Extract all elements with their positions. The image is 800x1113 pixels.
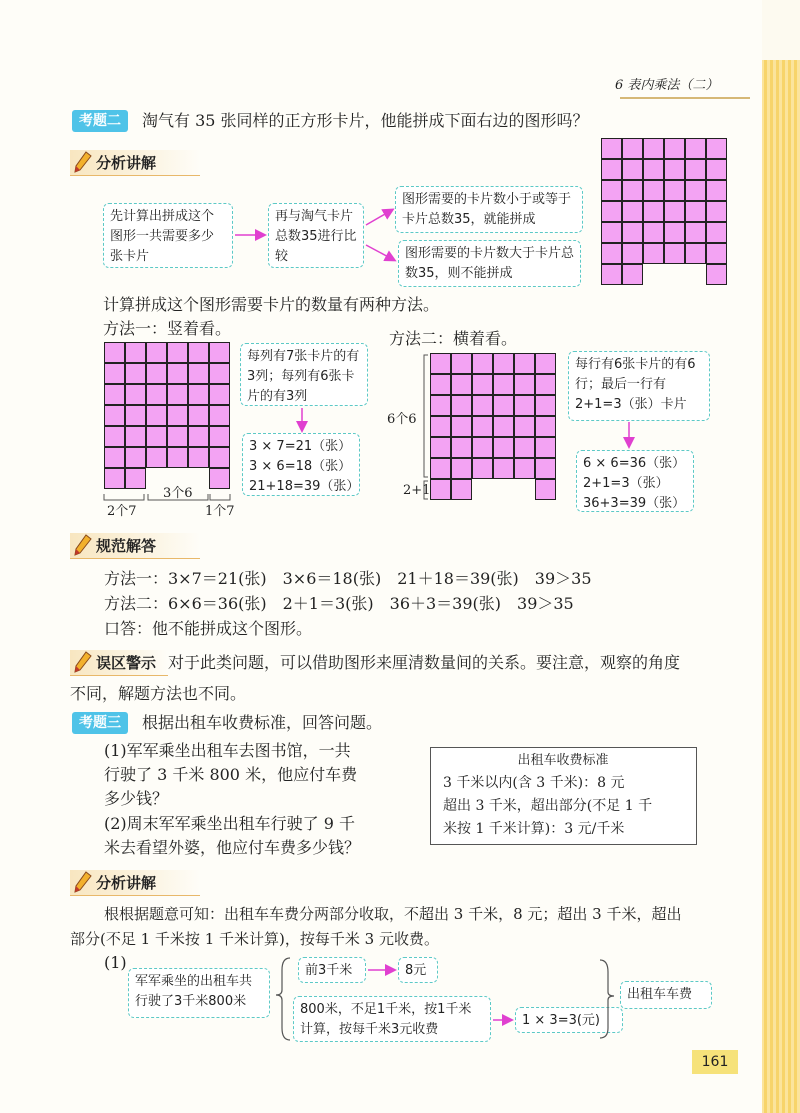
warn-text-2: 不同，解题方法也不同。 xyxy=(70,684,247,703)
m2-label-bot: 2+1 xyxy=(403,483,431,498)
chapter-header: 6 表内乘法（二） xyxy=(615,78,719,93)
extra-distance-box: 800米，不足1千米，按1千米计算，按每千米3元收费 xyxy=(293,996,491,1042)
flow-step1-box: 先计算出拼成这个图形一共需要多少张卡片 xyxy=(103,203,233,268)
total-fare-box: 出租车车费 xyxy=(620,981,712,1009)
q3-sub1-line: 行驶了 3 千米 800 米，他应付车费 xyxy=(104,765,358,784)
warn-label: 误区警示 xyxy=(96,654,157,672)
fare-title: 出租车收费标准 xyxy=(517,753,609,768)
first-3km-box: 前3千米 xyxy=(298,957,366,983)
answer-line: 口答：他不能拼成这个图形。 xyxy=(104,619,313,638)
m2-note-box: 每行有6张卡片的有6行；最后一行有2+1=3（张）卡片 xyxy=(568,351,710,421)
q2-analysis-label: 分析讲解 xyxy=(96,154,157,172)
q3-analysis-line: 部分(不足 1 千米按 1 千米计算)，按每千米 3 元收费。 xyxy=(70,930,439,948)
m1-label-right: 1个7 xyxy=(205,504,235,519)
m2-calc-line: 36+3=39（张） xyxy=(583,496,686,511)
m1-calc-line: 21+18=39（张） xyxy=(249,479,360,494)
q3-sub2-line: (2)周末军军乘坐出租车行驶了 9 千 xyxy=(104,814,356,833)
fare-line: 超出 3 千米，超出部分(不足 1 千 xyxy=(443,798,653,814)
m1-title: 方法一：竖着看。 xyxy=(103,319,232,338)
q2-intro: 计算拼成这个图形需要卡片的数量有两种方法。 xyxy=(103,295,440,314)
fare-line: 米按 1 千米计算)：3 元/千米 xyxy=(443,821,625,837)
m2-title: 方法二：横着看。 xyxy=(389,329,518,348)
flow-yes-box: 图形需要的卡片数小于或等于卡片总数35，就能拼成 xyxy=(395,186,583,233)
m1-note-box: 每列有7张卡片的有3列；每列有6张卡片的有3列 xyxy=(240,343,368,406)
q3-tag: 考题三 xyxy=(72,712,128,734)
m2-calc-line: 2+1=3（张） xyxy=(583,476,669,491)
q3-sub1-line: 多少钱？ xyxy=(104,789,169,808)
q2-answer-label: 规范解答 xyxy=(96,537,157,555)
flow-no-box: 图形需要的卡片数大于卡片总数35，则不能拼成 xyxy=(398,240,581,287)
flow-step2-box: 再与淘气卡片总数35进行比较 xyxy=(268,203,364,268)
extra-fare-box: 1 × 3=3(元) xyxy=(515,1007,623,1033)
q3-sub1-line: (1)军军乘坐出租车去图书馆，一共 xyxy=(104,741,351,760)
part1-label: (1) xyxy=(104,953,127,972)
q2-question: 淘气有 35 张同样的正方形卡片，他能拼成下面右边的图形吗？ xyxy=(142,111,589,130)
m1-label-mid: 3个6 xyxy=(163,486,193,501)
m2-label-top: 6个6 xyxy=(387,412,417,427)
page-number: 161 xyxy=(692,1050,738,1074)
q3-analysis-line: 根根据题意可知：出租车车费分两部分收取，不超出 3 千米，8 元；超出 3 千米，超出 xyxy=(104,905,682,923)
first-3km-value-box: 8元 xyxy=(398,957,438,983)
warn-text-1: 对于此类问题，可以借助图形来厘清数量间的关系。要注意，观察的角度 xyxy=(168,653,681,672)
q3-analysis-label: 分析讲解 xyxy=(96,874,157,892)
answer-line: 方法二：6×6＝36(张) 2＋1＝3(张) 36＋3＝39(张) 39＞35 xyxy=(104,594,574,613)
q3-question: 根据出租车收费标准，回答问题。 xyxy=(142,713,383,732)
answer-line: 方法一：3×7＝21(张) 3×6＝18(张) 21＋18＝39(张) 39＞35 xyxy=(104,569,592,588)
m2-calc-line: 6 × 6=36（张） xyxy=(583,456,686,471)
q2-tag: 考题二 xyxy=(72,110,128,132)
m1-calc-line: 3 × 7=21（张） xyxy=(249,439,352,454)
m1-label-left: 2个7 xyxy=(107,504,137,519)
m1-calc-line: 3 × 6=18（张） xyxy=(249,459,352,474)
fare-line: 3 千米以内(含 3 千米)：8 元 xyxy=(443,775,625,791)
q3-sub2-line: 米去看望外婆，他应付车费多少钱？ xyxy=(104,838,361,857)
trip-box: 军军乘坐的出租车共行驶了3千米800米 xyxy=(128,968,270,1018)
